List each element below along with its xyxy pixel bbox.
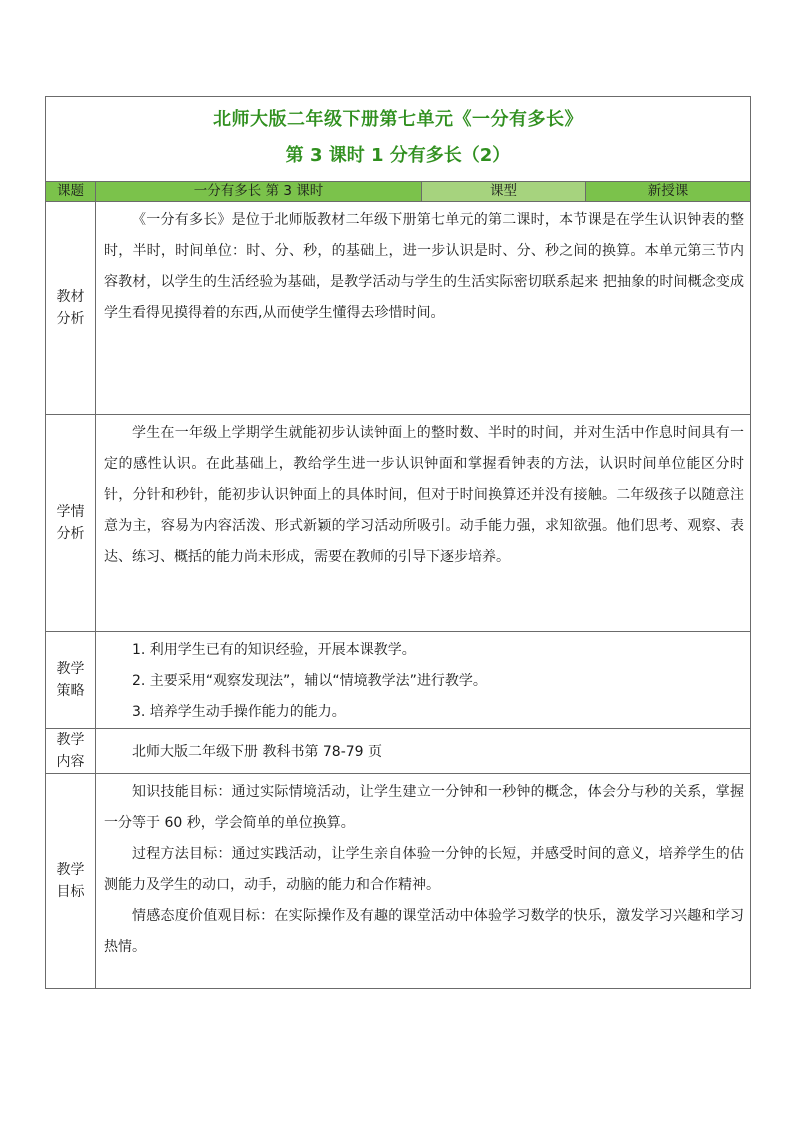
lesson-plan-page xyxy=(45,96,750,989)
material-label-line2: 分析 xyxy=(56,311,85,327)
strategy-label-line1: 教学 xyxy=(56,661,85,677)
content-label-line2: 内容 xyxy=(56,754,85,770)
subject-row xyxy=(46,182,751,202)
material-analysis-row xyxy=(46,202,751,415)
material-analysis-label xyxy=(46,202,96,415)
goals-label-line2: 目标 xyxy=(56,884,85,900)
teaching-goals-row xyxy=(46,774,751,989)
lesson-type-label: 课型 xyxy=(422,182,586,202)
header-row xyxy=(46,97,751,182)
teaching-goals-content xyxy=(96,774,751,989)
students-label-line1: 学情 xyxy=(56,504,85,520)
student-analysis-content xyxy=(96,415,751,632)
students-label-line2: 分析 xyxy=(56,526,85,542)
strategy-label-line2: 策略 xyxy=(56,683,85,699)
header-cell xyxy=(46,97,751,182)
goal-knowledge: 知识技能目标：通过实际情境活动，让学生建立一分钟和一秒钟的概念，体会分与秒的关系，掌握一分等于 60 秒，学会简单的单位换算。 xyxy=(104,784,744,831)
strategy-label xyxy=(46,632,96,729)
strategy-item-1: 1. 利用学生已有的知识经验，开展本课教学。 xyxy=(132,642,416,658)
subject-label: 课题 xyxy=(46,182,96,202)
page-title: 北师大版二年级下册第七单元《一分有多长》 xyxy=(213,109,583,130)
material-label-line1: 教材 xyxy=(56,289,85,305)
content-label-line1: 教学 xyxy=(56,732,85,748)
lesson-plan-table xyxy=(45,96,751,989)
teaching-content-text: 北师大版二年级下册 教科书第 78-79 页 xyxy=(132,744,383,760)
lesson-type-value: 新授课 xyxy=(586,182,751,202)
goal-process: 过程方法目标：通过实践活动，让学生亲自体验一分钟的长短，并感受时间的意义，培养学生的估测能力及学生的动口，动手，动脑的能力和合作精神。 xyxy=(104,846,744,893)
teaching-content-label xyxy=(46,729,96,774)
material-analysis-content xyxy=(96,202,751,415)
material-analysis-text: 《一分有多长》是位于北师版教材二年级下册第七单元的第二课时，本节课是在学生认识钟表的整时，半时，时间单位：时、分、秒，的基础上，进一步认识是时、分、秒之间的换算。本单元第三节内容教材，以学生的生活经验为基础，是教学活动与学生的生活实际密切联系起来 把抽象的时间概念变成学生看得见摸得着的东西,从而使学生懂得去珍惜时间。 xyxy=(104,212,744,321)
student-analysis-label xyxy=(46,415,96,632)
strategy-item-2: 2. 主要采用“观察发现法”，辅以“情境教学法”进行教学。 xyxy=(132,673,487,689)
subject-value: 一分有多长 第 3 课时 xyxy=(96,182,422,202)
teaching-goals-label xyxy=(46,774,96,989)
strategy-row xyxy=(46,632,751,729)
strategy-item-3: 3. 培养学生动手操作能力的能力。 xyxy=(132,704,346,720)
goals-label-line1: 教学 xyxy=(56,862,85,878)
student-analysis-row xyxy=(46,415,751,632)
goal-emotion: 情感态度价值观目标：在实际操作及有趣的课堂活动中体验学习数学的快乐，激发学习兴趣和学习热情。 xyxy=(104,908,744,955)
page-subtitle: 第 3 课时 1 分有多长（2） xyxy=(285,145,511,166)
teaching-content-row xyxy=(46,729,751,774)
teaching-content-content xyxy=(96,729,751,774)
strategy-content xyxy=(96,632,751,729)
student-analysis-text: 学生在一年级上学期学生就能初步认读钟面上的整时数、半时的时间，并对生活中作息时间具有一定的感性认识。在此基础上，教给学生进一步认识钟面和掌握看钟表的方法，认识时间单位能区分时针，分针和秒针，能初步认识钟面上的具体时间，但对于时间换算还并没有接触。二年级孩子以随意注意为主，容易为内容活泼、形式新颖的学习活动所吸引。动手能力强，求知欲强。他们思考、观察、表达、练习、概括的能力尚未形成，需要在教师的引导下逐步培养。 xyxy=(104,425,744,565)
